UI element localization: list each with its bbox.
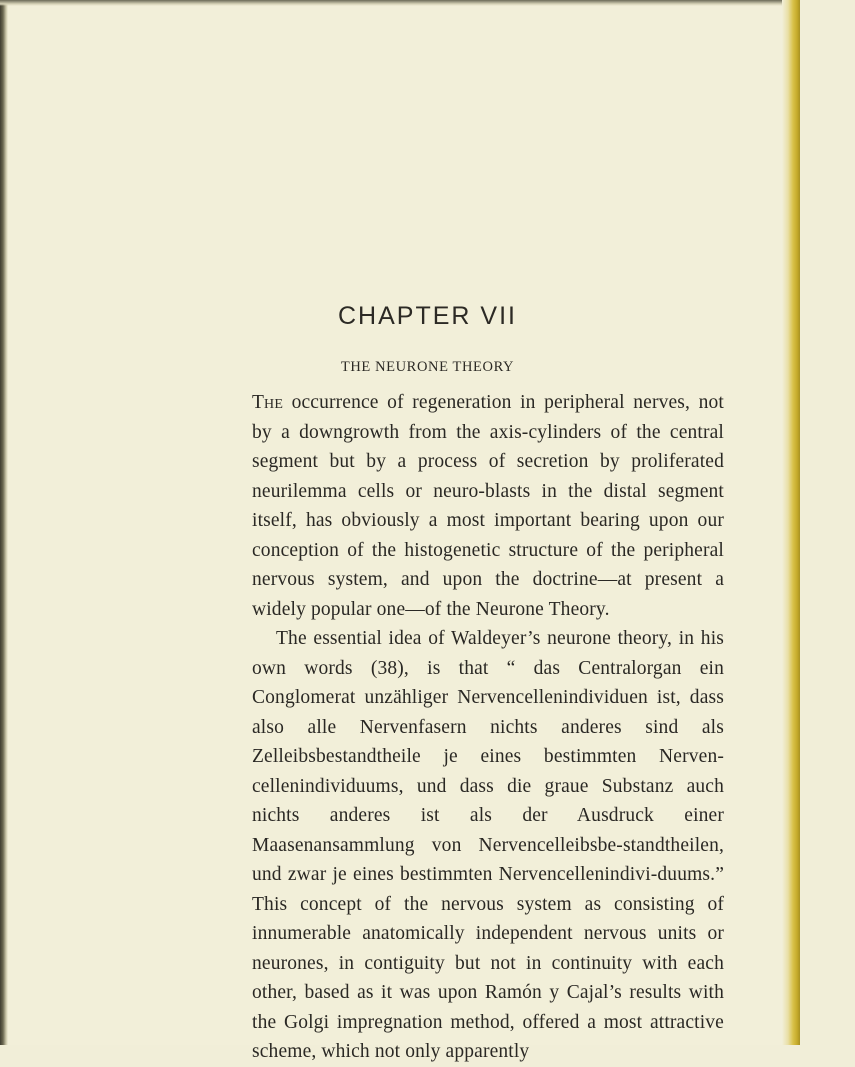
scan-top-edge [0, 0, 800, 6]
body-text [252, 388, 724, 1067]
paragraph-lead-word: The [252, 392, 284, 413]
paragraph-1 [252, 388, 724, 624]
page-right-edge [782, 0, 800, 1045]
paragraph-2 [252, 624, 724, 1067]
paragraph-text: occurrence of regeneration in peripheral nerves, not by a downgrowth from the axis-cylinders of the central segment but by a process of secretion by proliferated neurilemma cells or neuro-blasts in the distal segment itself, has obviously a most important bearing upon our conception of the histogenetic structure of the peripheral nervous system, and upon the doctrine—at present a widely popular one—of the Neurone Theory. [252, 392, 724, 620]
scan-left-edge [0, 0, 8, 1045]
chapter-heading: CHAPTER VII [338, 302, 517, 330]
chapter-subheading: THE NEURONE THEORY [340, 359, 515, 375]
paragraph-text: The essential idea of Waldeyer’s neurone theory, in his own words (38), is that “ das Centralorgan ein Conglomerat unzähliger Nervencellenindividuen ist, dass also alle Nervenfasern nichts anderes sind als Zelleibsbestandtheile je eines bestimmten Nerven-cellenindividuums, und dass die graue Substanz auch nichts anderes ist als der Ausdruck einer Maasenansammlung von Nervencelleibsbe-standtheilen, und zwar je eines bestimmten Nervencellenindivi-duums.” This concept of the nervous system as consisting of innumerable anatomically independent nervous units or neurones, in contiguity but not in continuity with each other, based as it was upon Ramón y Cajal’s results with the Golgi impregnation method, offered a most attractive scheme, which not only apparently [252, 628, 724, 1062]
